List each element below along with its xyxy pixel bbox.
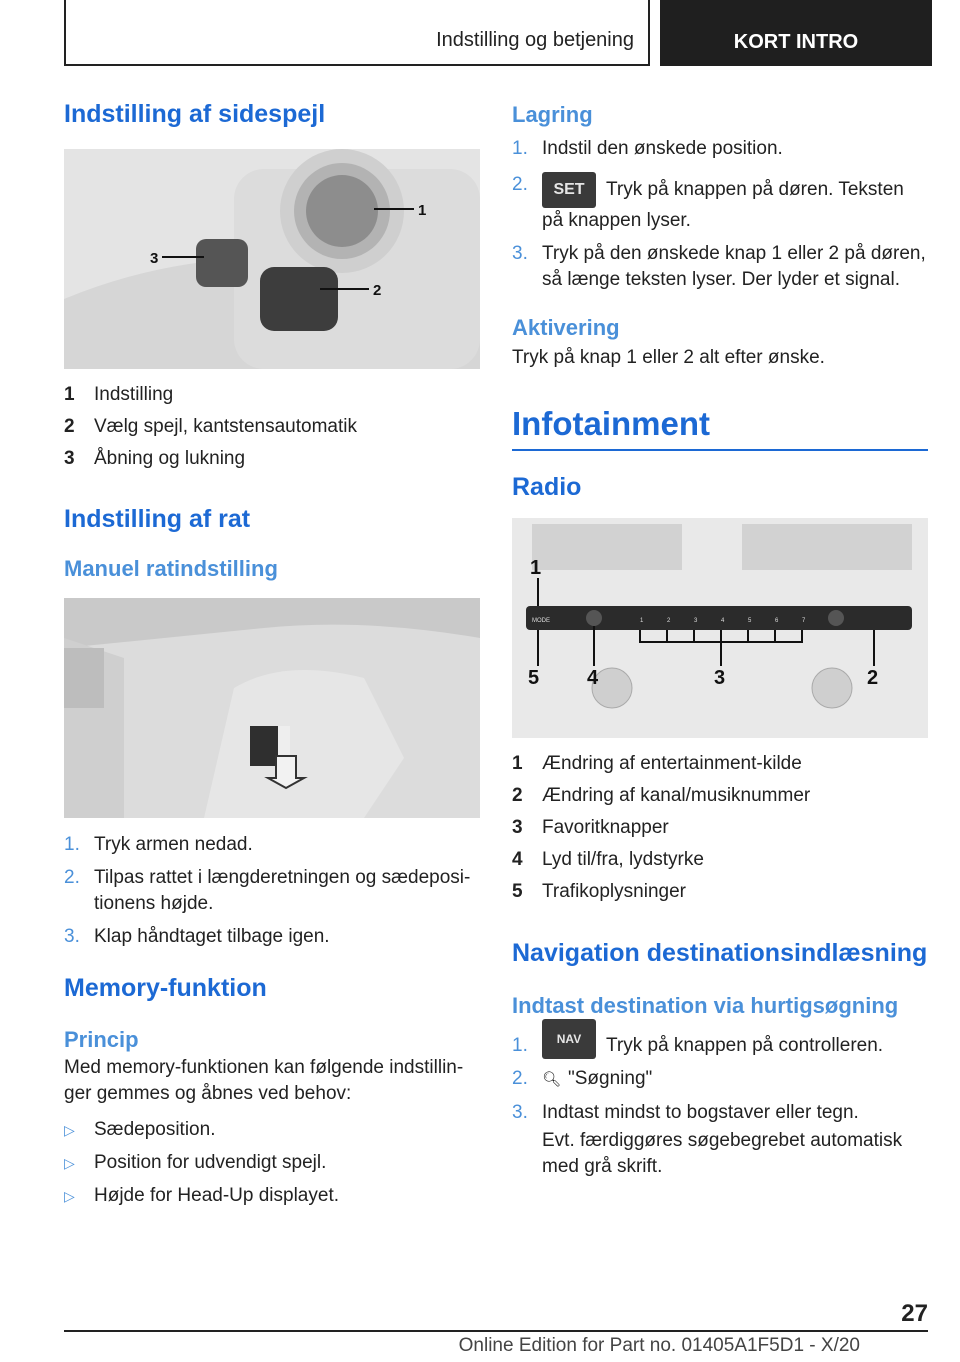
list-item (512, 812, 928, 844)
radio-panel-label: 2 (667, 618, 671, 624)
radio-panel-label: 7 (802, 618, 806, 624)
list-item (512, 241, 928, 293)
radio-callout-4: 4 (587, 667, 599, 689)
infotainment-heading: Infotainment (512, 405, 928, 451)
legend-number: 3 (64, 448, 75, 469)
step-number: 2. (512, 174, 528, 195)
legend-text: Ændring af kanal/musiknummer (542, 785, 811, 806)
step-text (542, 1033, 883, 1059)
radio-callout-1: 1 (530, 557, 542, 579)
bullet-triangle-icon: ▷ (64, 1155, 75, 1171)
radio-callout-2: 2 (867, 667, 879, 689)
step-text: Indtast mindst to bogstaver eller tegn. (542, 1102, 859, 1124)
header-section-title: Indstilling og betjening (436, 29, 634, 51)
step-number: 1. (64, 834, 80, 855)
step-text-content: Tryk på knappen på controlleren. (606, 1035, 884, 1057)
footer-divider (64, 1330, 928, 1332)
legend-number: 3 (512, 817, 523, 838)
mirror-heading: Indstilling af sidespejl (64, 100, 326, 128)
memory-bullets (64, 1117, 480, 1209)
list-item (64, 379, 480, 411)
step-text-content: Tryk på knappen på døren. Teksten på knappen lyser. (542, 179, 904, 231)
legend-number: 4 (512, 849, 523, 870)
list-item (64, 865, 480, 917)
list-item (64, 1183, 480, 1209)
nav-key-icon: NAV (542, 1019, 596, 1059)
steering-lever-illustration (64, 598, 480, 818)
radio-panel-label: 1 (640, 618, 644, 624)
steering-lever-figure (64, 598, 480, 818)
activation-subheading: Aktivering (512, 315, 620, 340)
legend-text: Åbning og lukning (94, 448, 246, 469)
step-number: 1. (512, 1035, 528, 1056)
step-number: 3. (64, 926, 80, 947)
list-item (512, 1033, 928, 1059)
radio-callout-3: 3 (714, 667, 726, 689)
legend-number: 1 (64, 384, 75, 405)
radio-panel-label: 3 (694, 618, 698, 624)
step-text (542, 172, 928, 234)
navigation-steps (512, 1033, 928, 1126)
edition-note: Online Edition for Part no. 01405A1F5D1 - X/20 (458, 1335, 860, 1356)
page-header (64, 0, 932, 66)
mirror-callout-2: 2 (373, 282, 382, 299)
list-item (64, 924, 480, 950)
list-item (512, 780, 928, 812)
mirror-controls-figure (64, 149, 480, 369)
list-item (512, 748, 928, 780)
legend-text: Lyd til/fra, lydstyrke (542, 849, 704, 870)
legend-text: Trafikoplysninger (542, 881, 686, 902)
left-column (64, 100, 480, 1216)
list-item (64, 443, 480, 475)
list-item (64, 1150, 480, 1176)
radio-panel-illustration (512, 518, 928, 738)
bullet-text: Højde for Head-Up displayet. (94, 1185, 339, 1206)
legend-text: Favoritknapper (542, 817, 669, 838)
step-number: 3. (512, 243, 528, 264)
radio-panel-label: 6 (775, 618, 779, 624)
legend-text: Ændring af entertainment-kilde (542, 753, 802, 774)
step-number: 2. (64, 867, 80, 888)
set-key-icon: SET (542, 172, 596, 208)
bullet-text: Position for udvendigt spejl. (94, 1152, 327, 1173)
memory-subheading: Princip (64, 1027, 139, 1052)
radio-panel-figure (512, 518, 928, 738)
step-text: Tryk armen nedad. (94, 834, 253, 855)
legend-number: 2 (512, 785, 523, 806)
step-number: 1. (512, 138, 528, 159)
header-chapter-tab: KORT INTRO (660, 0, 932, 66)
activation-text: Tryk på knap 1 eller 2 alt efter ønske. (512, 347, 825, 368)
step-text: Klap håndtaget tilbage igen. (94, 926, 330, 947)
steering-steps (64, 832, 480, 950)
legend-number: 1 (512, 753, 523, 774)
legend-number: 5 (512, 881, 523, 902)
list-item (512, 1100, 928, 1126)
list-item (64, 1117, 480, 1143)
navigation-step-note: Evt. færdiggøres søgebegrebet automatisk med grå skrift. (542, 1130, 903, 1178)
list-item (512, 172, 928, 234)
save-subheading: Lagring (512, 102, 593, 127)
radio-heading: Radio (512, 473, 582, 501)
step-number: 3. (512, 1102, 528, 1124)
save-steps (512, 136, 928, 293)
radio-legend (512, 748, 928, 908)
legend-text: Indstilling (94, 384, 174, 405)
mirror-callout-1: 1 (418, 202, 427, 219)
legend-text: Vælg spejl, kantstensautomatik (94, 416, 357, 437)
radio-callout-5: 5 (528, 667, 540, 689)
list-item (64, 411, 480, 443)
step-text: Tryk på den ønskede knap 1 eller 2 på døren, så længe teksten lyser. Der lyder et signal. (542, 243, 926, 290)
bullet-text: Sædeposition. (94, 1119, 216, 1140)
memory-heading: Memory-funktion (64, 974, 267, 1002)
list-item (512, 876, 928, 908)
step-text (542, 1066, 652, 1093)
step-text-content: "Søgning" (568, 1068, 653, 1090)
bullet-triangle-icon: ▷ (64, 1122, 75, 1138)
list-item (64, 832, 480, 858)
bullet-triangle-icon: ▷ (64, 1188, 75, 1204)
legend-number: 2 (64, 416, 75, 437)
memory-description: Med memory-funktionen kan følgende indstillinger gemmes og åbnes ved behov: (64, 1057, 464, 1104)
steering-subheading: Manuel ratindstilling (64, 556, 278, 581)
mirror-controls-illustration (64, 149, 480, 369)
radio-panel-label: 5 (748, 618, 752, 624)
header-section-box (64, 0, 650, 66)
navigation-subheading: Indtast destination via hurtigsøgning (512, 993, 899, 1018)
step-text: Indstil den ønskede position. (542, 138, 783, 159)
mirror-legend (64, 379, 480, 475)
radio-panel-label: 4 (721, 618, 725, 624)
list-item (512, 136, 928, 162)
step-text: Tilpas rattet i længderetningen og sædepositionens højde. (94, 867, 471, 914)
search-icon: 🔍︎ (542, 1071, 562, 1089)
page-number: 27 (901, 1300, 928, 1327)
step-number: 2. (512, 1068, 528, 1090)
list-item (512, 1066, 928, 1093)
navigation-heading: Navigation destinationsindlæsning (512, 939, 928, 967)
list-item (512, 844, 928, 876)
mirror-callout-3: 3 (150, 250, 159, 267)
steering-heading: Indstilling af rat (64, 505, 251, 533)
radio-panel-label: MODE (532, 618, 550, 624)
right-column (512, 100, 928, 1180)
